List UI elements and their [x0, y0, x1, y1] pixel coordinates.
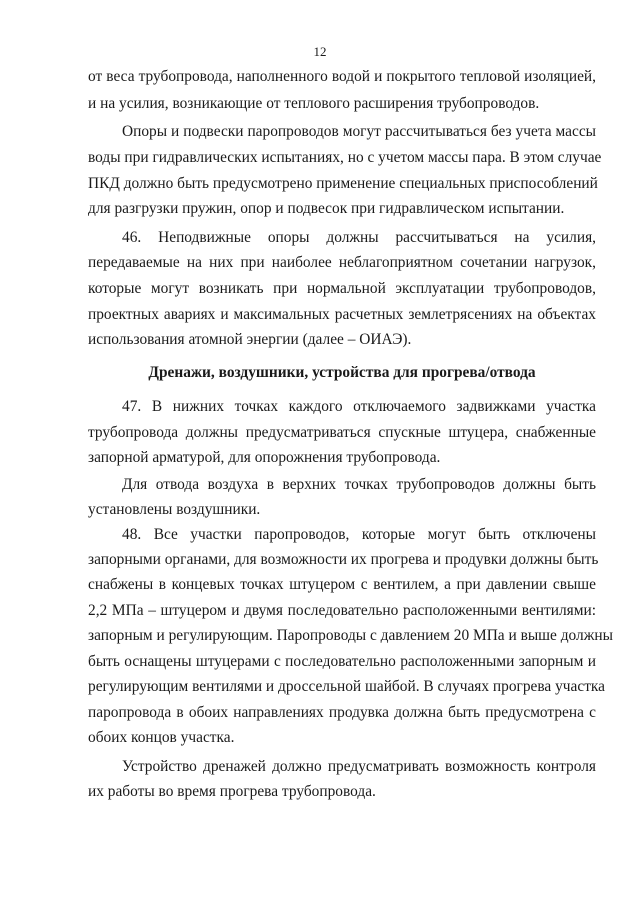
text-line: 2,2 МПа – штуцером и двумя последовательно расположенными вентилями: [88, 602, 596, 619]
section-heading: Дренажи, воздушники, устройства для прогрева/отвода [148, 364, 536, 381]
text-line: трубопровода должны предусматриваться спускные штуцера, снабженные [88, 424, 596, 441]
text-line: запорными органами, для возможности их прогрева и продувки должны быть [88, 551, 599, 568]
text-line: воды при гидравлических испытаниях, но с учетом массы пара. В этом случае [88, 149, 602, 166]
text-line: 46. Неподвижные опоры должны рассчитываться на усилия, [122, 229, 596, 246]
text-line: ПКД должно быть предусмотрено применение специальных приспособлений [88, 175, 598, 192]
text-line: запорным и регулирующим. Паропроводы с давлением 20 МПа и выше должны [88, 627, 613, 644]
text-line: передаваемые на них при наиболее неблагоприятном сочетании нагрузок, [88, 254, 596, 271]
text-line: регулирующим вентилями и дроссельной шайбой. В случаях прогрева участка [88, 678, 606, 695]
text-line: Опоры и подвески паропроводов могут рассчитываться без учета массы [122, 123, 596, 140]
text-line: снабжены в концевых точках штуцером с вентилем, а при давлении свыше [88, 576, 596, 593]
text-line: Устройство дренажей должно предусматривать возможность контроля [122, 758, 596, 775]
text-line: 47. В нижних точках каждого отключаемого задвижками участка [122, 398, 596, 415]
page-number: 12 [313, 44, 327, 59]
text-line: их работы во время прогрева трубопровода. [88, 783, 376, 800]
text-line: 48. Все участки паропроводов, которые могут быть отключены [122, 526, 596, 543]
text-line: запорной арматурой, для опорожнения трубопровода. [88, 449, 441, 466]
text-line: и на усилия, возникающие от теплового расширения трубопроводов. [88, 95, 540, 112]
text-line: которые могут возникать при нормальной эксплуатации трубопроводов, [88, 280, 596, 297]
text-line: от веса трубопровода, наполненного водой и покрытого тепловой изоляцией, [88, 68, 596, 85]
text-line: проектных авариях и максимальных расчетных землетрясениях на объектах [88, 306, 596, 323]
text-line: паропровода в обоих направлениях продувка должна быть предусмотрена с [88, 704, 596, 721]
text-line: обоих концов участка. [88, 729, 235, 746]
text-line: для разгрузки пружин, опор и подвесок при гидравлическом испытании. [88, 200, 565, 217]
text-line: быть оснащены штуцерами с последовательно расположенными запорным и [88, 653, 596, 670]
text-line: установлены воздушники. [88, 501, 261, 518]
text-line: Для отвода воздуха в верхних точках трубопроводов должны быть [122, 476, 596, 493]
text-line: использования атомной энергии (далее – ОИАЭ). [88, 331, 412, 348]
